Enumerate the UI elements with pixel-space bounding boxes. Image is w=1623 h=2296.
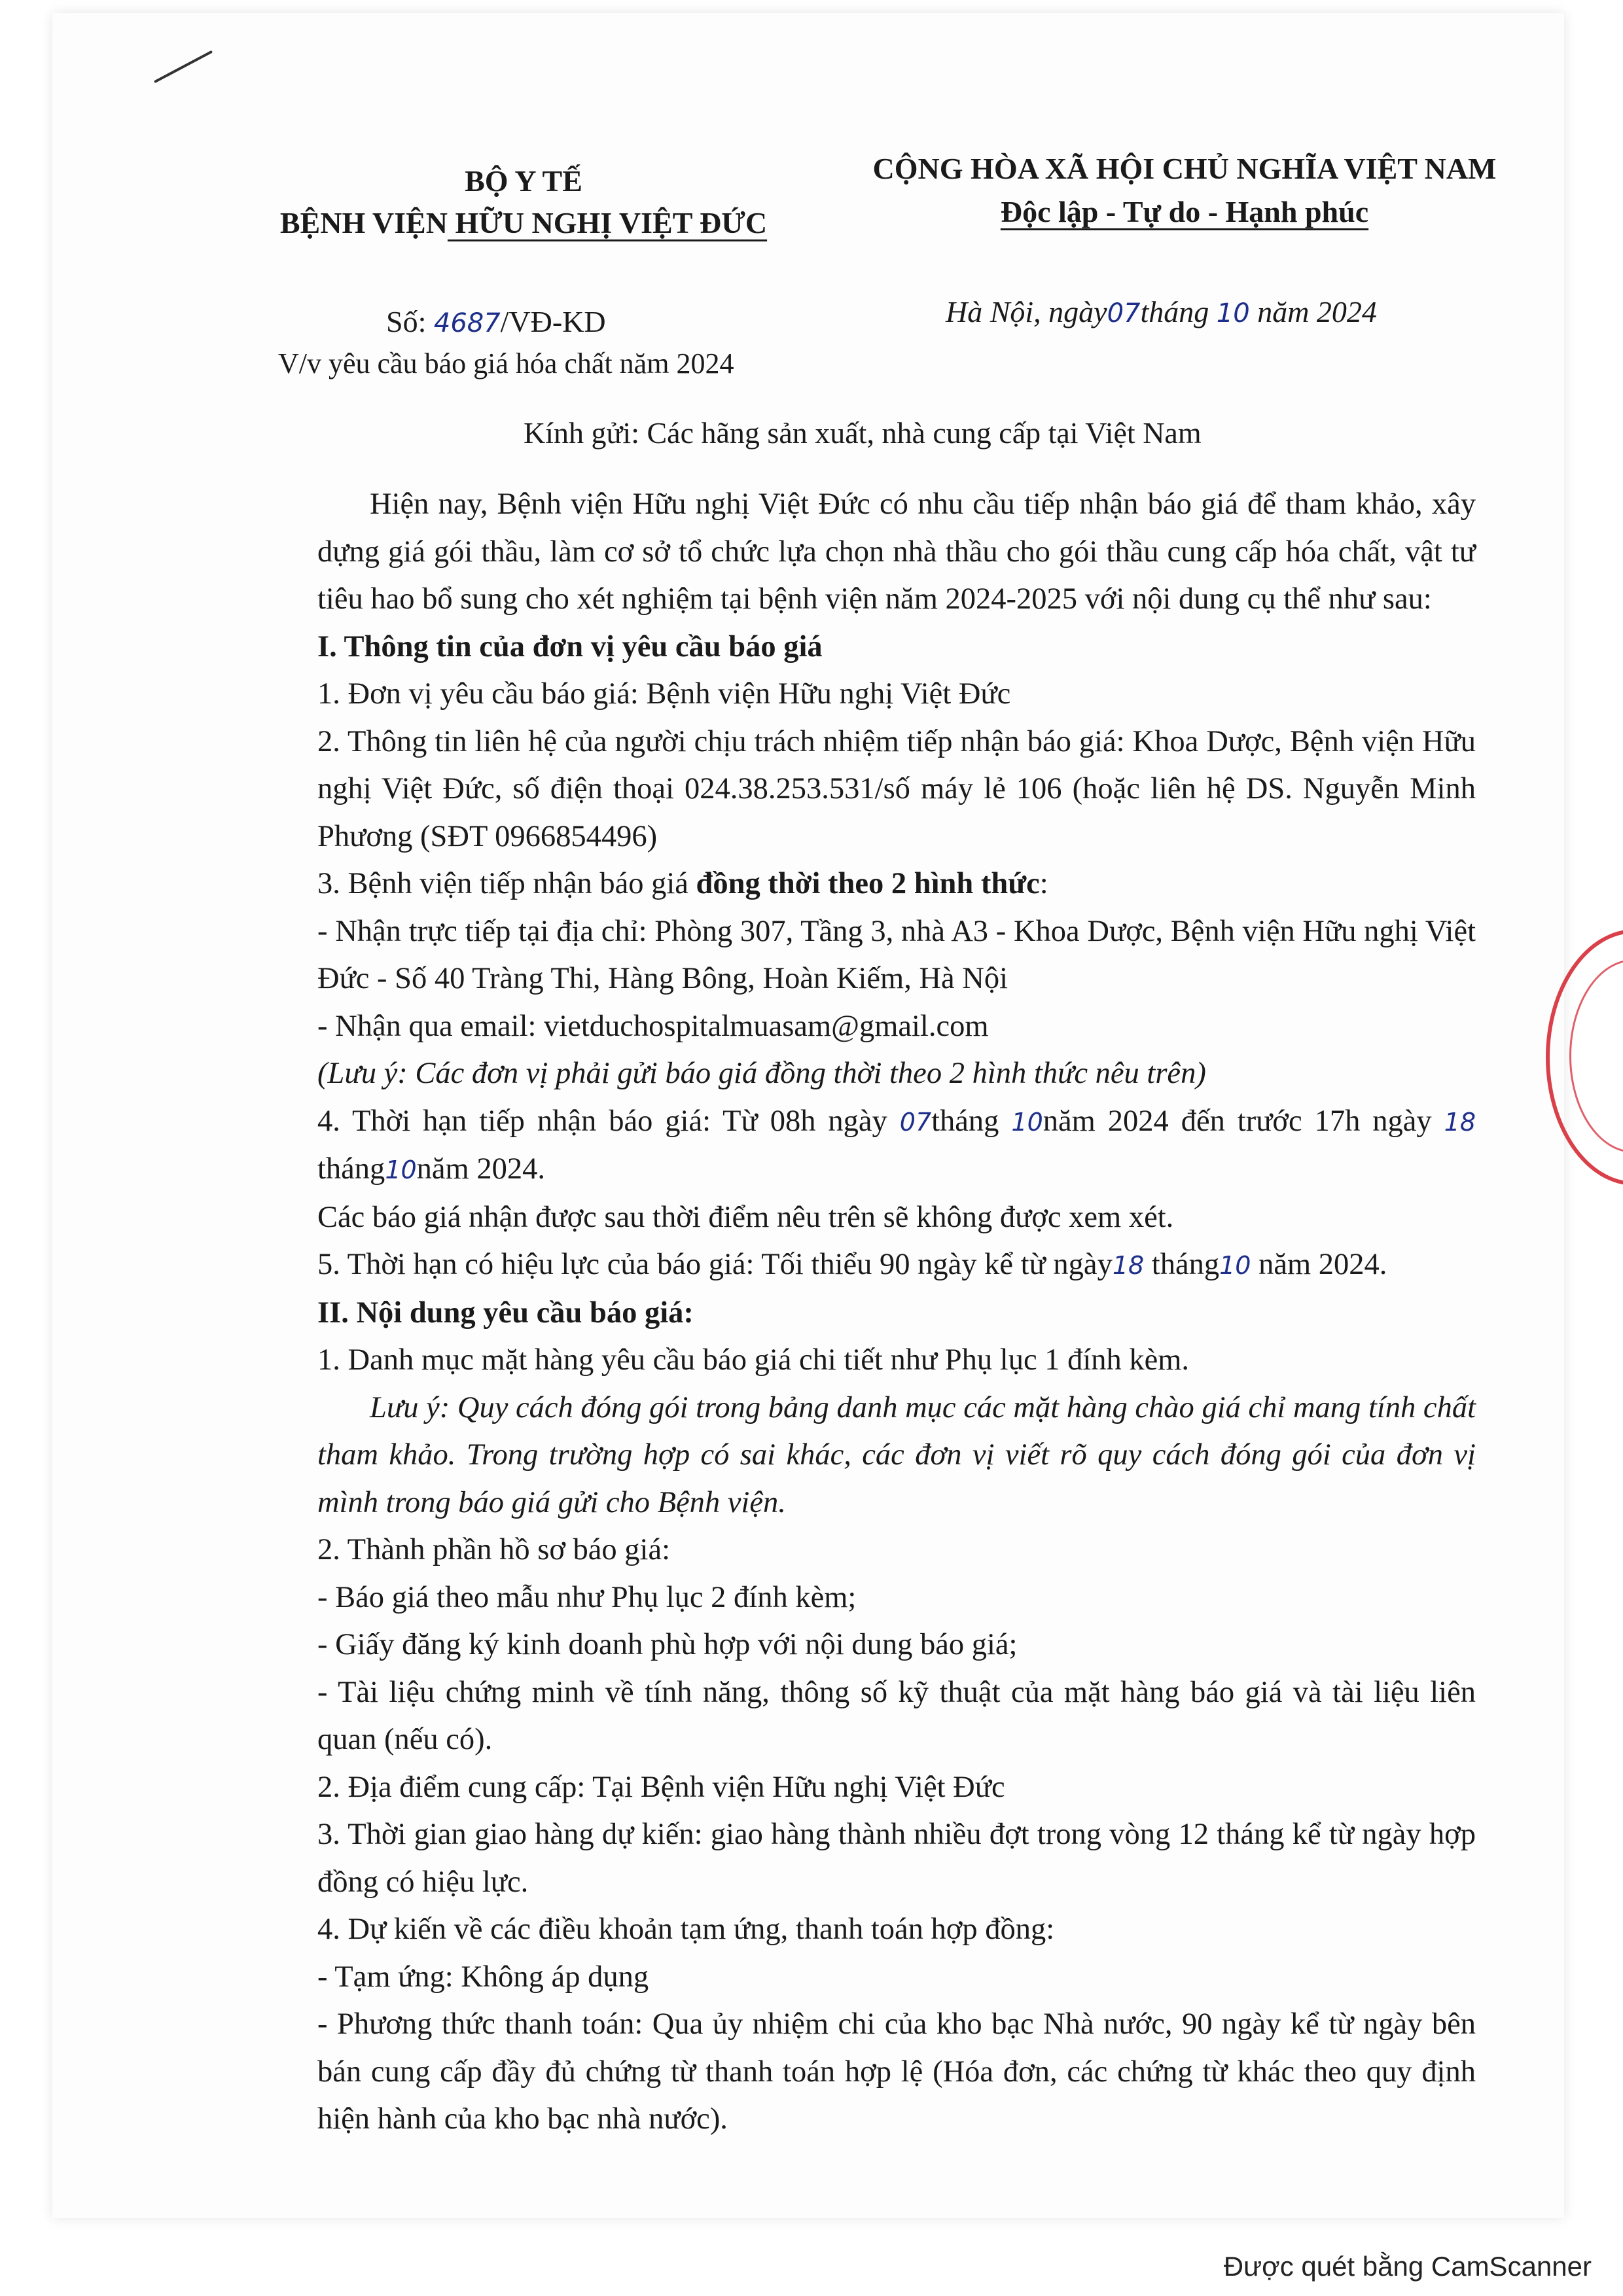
item-1-3-email: - Nhận qua email: vietduchospitalmuasam@gmail.com xyxy=(317,1009,989,1043)
item-2-2: 2. Thành phần hồ sơ báo giá: xyxy=(317,1533,671,1566)
item-2-1: 1. Danh mục mặt hàng yêu cầu báo giá chi tiết như Phụ lục 1 đính kèm. xyxy=(317,1343,1190,1377)
item-1-3-note: (Lưu ý: Các đơn vị phải gửi báo giá đồng thời theo 2 hình thức nêu trên) xyxy=(317,1057,1206,1090)
section-1-heading: I. Thông tin của đơn vị yêu cầu báo giá xyxy=(317,629,823,663)
document-page xyxy=(52,13,1564,2218)
handwritten-month: 10 xyxy=(1216,298,1250,328)
republic-name: CỘNG HÒA XÃ HỘI CHỦ NGHĨA VIỆT NAM xyxy=(872,152,1497,185)
scanner-watermark: Được quét bằng CamScanner xyxy=(1223,2251,1592,2282)
item-2-2-c: - Tài liệu chứng minh về tính năng, thông số kỹ thuật của mặt hàng báo giá và tài liệu liên quan (nếu có). xyxy=(317,1675,1476,1756)
item-2-4: 4. Dự kiến về các điều khoản tạm ứng, thanh toán hợp đồng: xyxy=(317,1913,1055,1946)
item-1-5: 5. Thời hạn có hiệu lực của báo giá: Tối thiểu 90 ngày kể từ ngày18 tháng10 năm 2024. xyxy=(317,1248,1387,1281)
red-stamp xyxy=(1546,929,1623,1186)
item-2-2-b: - Giấy đăng ký kinh doanh phù hợp với nội dung báo giá; xyxy=(317,1628,1018,1661)
item-2-4-advance: - Tạm ứng: Không áp dụng xyxy=(317,1960,649,1994)
item-1-4-note: Các báo giá nhận được sau thời điểm nêu trên sẽ không được xem xét. xyxy=(317,1200,1174,1234)
handwritten-day: 07 xyxy=(1107,298,1141,328)
document-subject: V/v yêu cầu báo giá hóa chất năm 2024 xyxy=(278,347,734,380)
intro-paragraph: Hiện nay, Bệnh viện Hữu nghị Việt Đức có nhu cầu tiếp nhận báo giá để tham khảo, xây dựng giá gói thầu, làm cơ sở tổ chức lựa chọn nhà thầu cho gói thầu cung cấp hóa chất, vật tư tiêu hao bổ sung cho xét nghiệm tại bệnh viện năm 2024-2025 với nội dung cụ thể như sau: xyxy=(317,487,1476,616)
item-1-2: 2. Thông tin liên hệ của người chịu trách nhiệm tiếp nhận báo giá: Khoa Dược, Bệnh viện Hữu nghị Việt Đức, số điện thoại 024.38.253.531/số máy lẻ 106 (hoặc liên hệ DS. Nguyễn Minh Phương (SĐT 0966854496) xyxy=(317,724,1476,853)
document-body xyxy=(317,481,1476,2144)
national-header xyxy=(838,147,1531,234)
recipient-line: Kính gửi: Các hãng sản xuất, nhà cung cấp tại Việt Nam xyxy=(524,416,1202,450)
item-2-2-location: 2. Địa điểm cung cấp: Tại Bệnh viện Hữu nghị Việt Đức xyxy=(317,1770,1005,1804)
hospital-name: BỆNH VIỆN HỮU NGHỊ VIỆT ĐỨC xyxy=(279,206,768,239)
issuer-header xyxy=(223,160,825,244)
document-number: Số: 4687/VĐ-KD xyxy=(386,305,606,338)
item-1-4: 4. Thời hạn tiếp nhận báo giá: Từ 08h ngày 07tháng 10năm 2024 đến trước 17h ngày 18 tháng10năm 2024. xyxy=(317,1104,1476,1186)
item-2-4-payment: - Phương thức thanh toán: Qua ủy nhiệm chi của kho bạc Nhà nước, 90 ngày kể từ ngày bên bán cung cấp đầy đủ chứng từ thanh toán hợp lệ (Hóa đơn, các chứng từ khác theo quy định hiện hành của kho bạc nhà nước). xyxy=(317,2007,1476,2136)
item-2-3: 3. Thời gian giao hàng dự kiến: giao hàng thành nhiều đợt trong vòng 12 tháng kể từ ngày hợp đồng có hiệu lực. xyxy=(317,1818,1476,1899)
handwritten-number: 4687 xyxy=(433,308,501,338)
red-stamp-inner xyxy=(1569,959,1623,1153)
item-1-3: 3. Bệnh viện tiếp nhận báo giá đồng thời theo 2 hình thức: xyxy=(317,867,1048,900)
item-2-1-note: Lưu ý: Quy cách đóng gói trong bảng danh mục các mặt hàng chào giá chỉ mang tính chất tham khảo. Trong trường hợp có sai khác, các đơn vị viết rõ quy cách đóng gói của đơn vị mình trong báo giá gửi cho Bệnh viện. xyxy=(317,1390,1476,1519)
item-1-1: 1. Đơn vị yêu cầu báo giá: Bệnh viện Hữu nghị Việt Đức xyxy=(317,677,1011,711)
national-motto: Độc lập - Tự do - Hạnh phúc xyxy=(1000,195,1369,228)
item-2-2-a: - Báo giá theo mẫu như Phụ lục 2 đính kèm; xyxy=(317,1580,857,1614)
document-date: Hà Nội, ngày07tháng 10 năm 2024 xyxy=(946,295,1377,328)
section-2-heading: II. Nội dung yêu cầu báo giá: xyxy=(317,1296,694,1330)
pen-mark xyxy=(154,50,213,83)
item-1-3-direct: - Nhận trực tiếp tại địa chỉ: Phòng 307, Tầng 3, nhà A3 - Khoa Dược, Bệnh viện Hữu nghị Việt Đức - Số 40 Tràng Thi, Hàng Bông, Hoàn Kiếm, Hà Nội xyxy=(317,914,1476,995)
ministry-name: BỘ Y TẾ xyxy=(465,164,582,198)
